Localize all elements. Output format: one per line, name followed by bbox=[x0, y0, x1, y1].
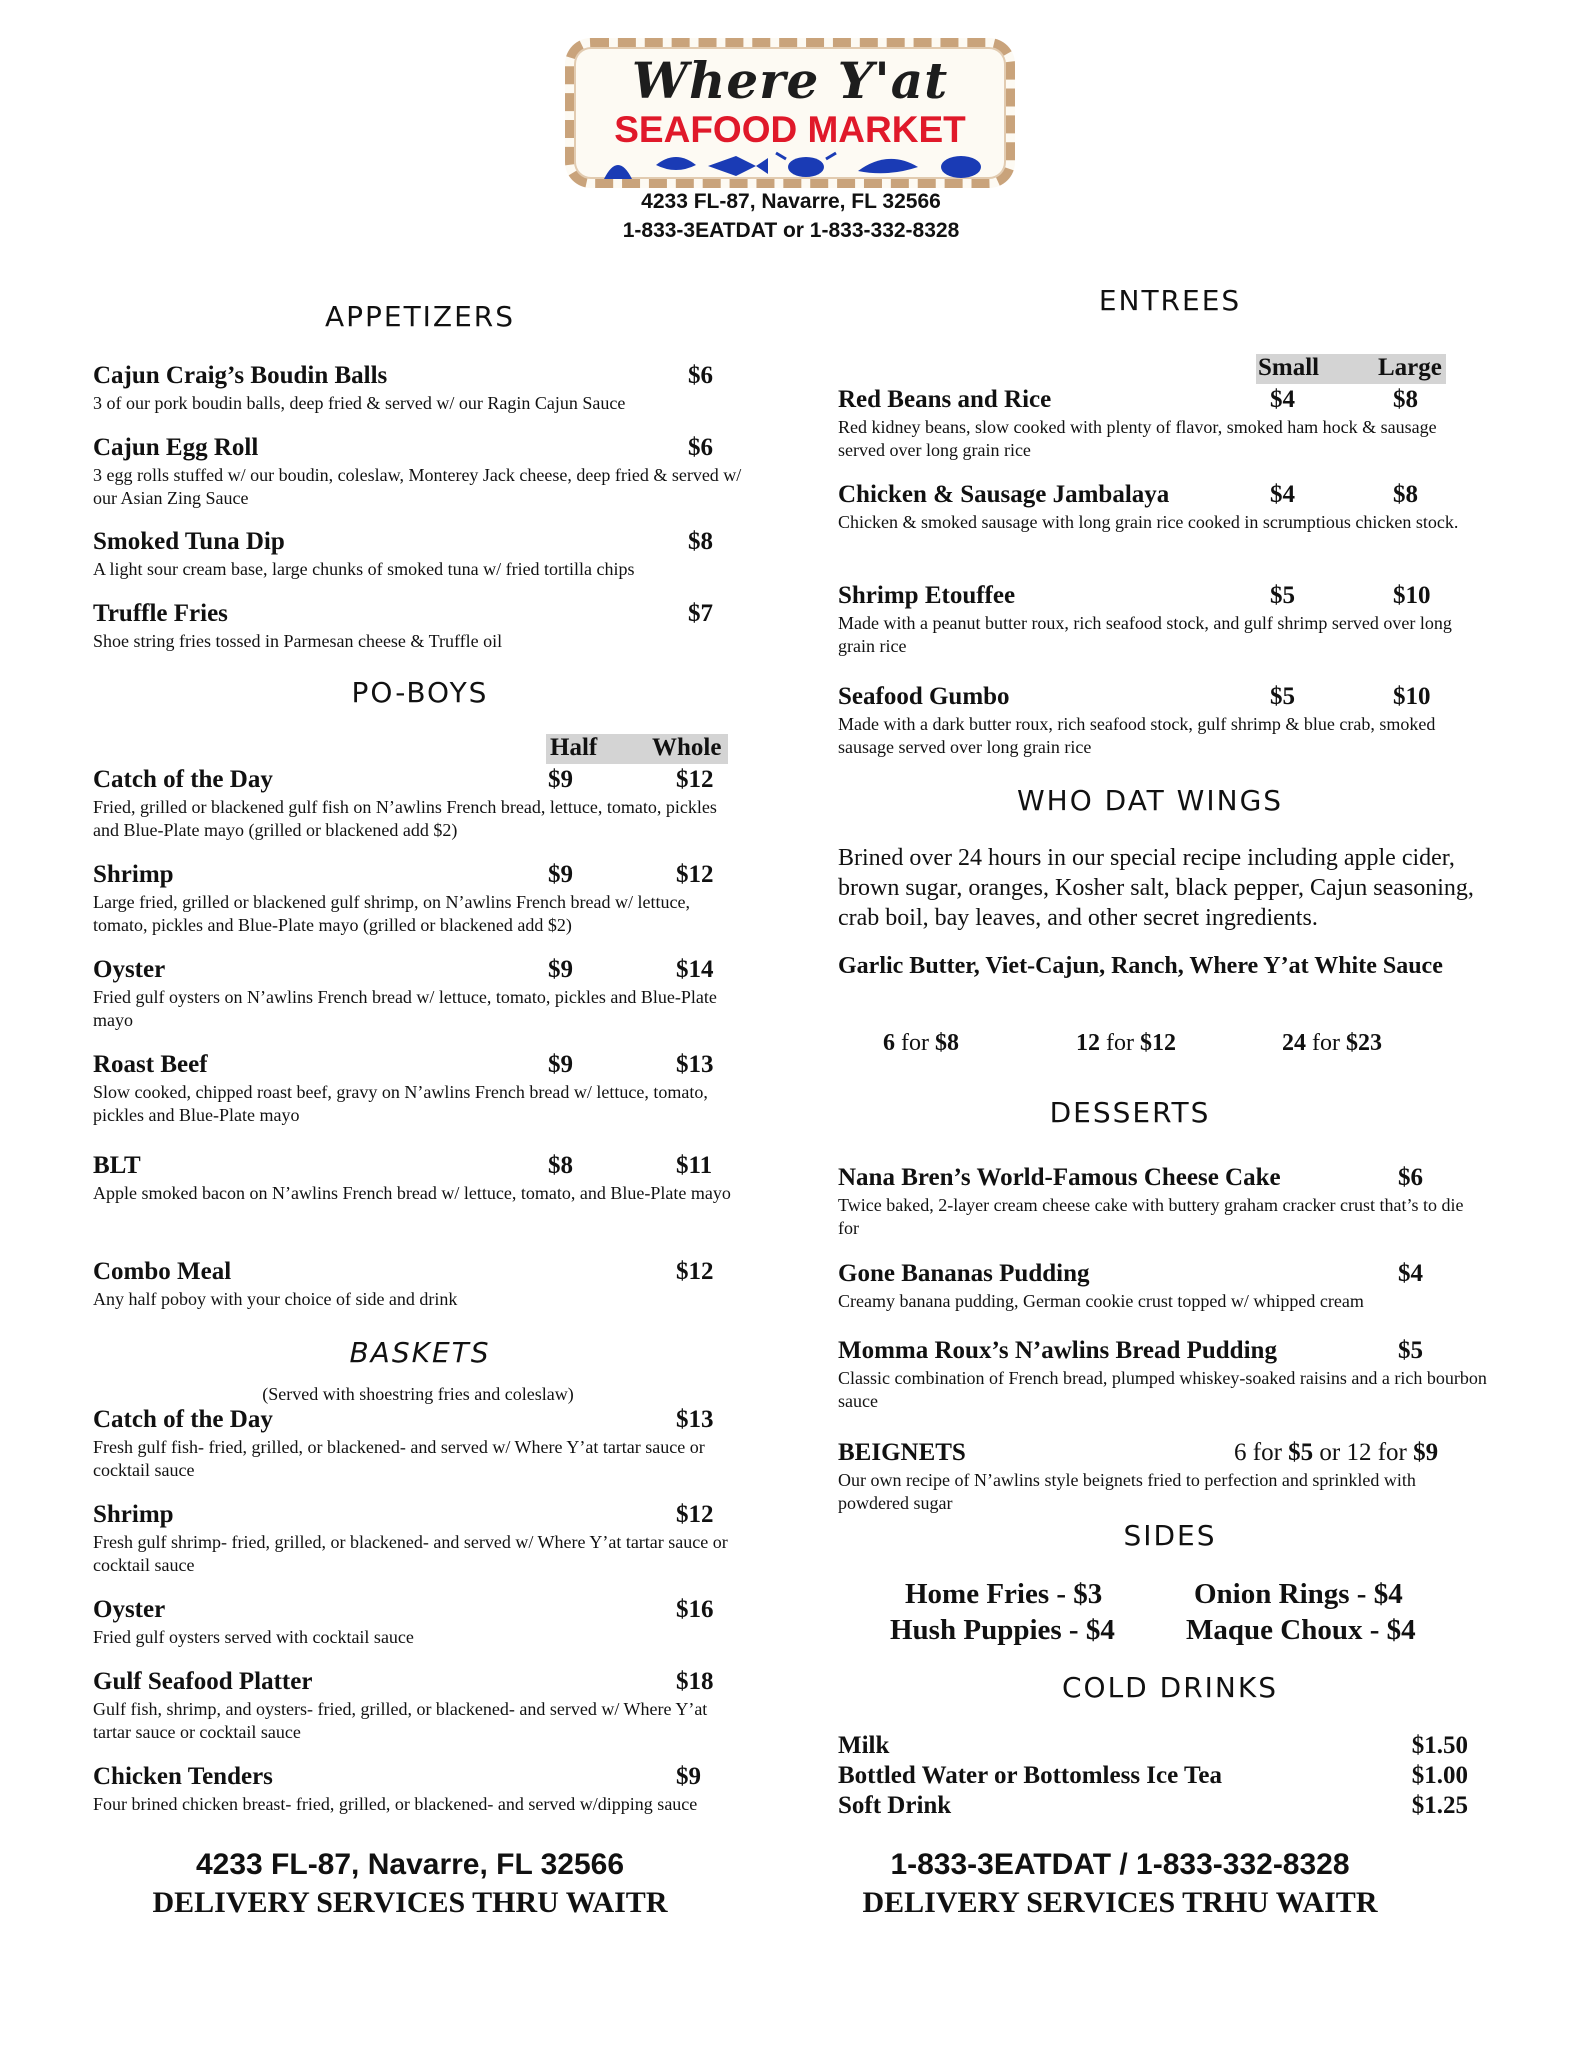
wings-price: $12 bbox=[1139, 1030, 1176, 1056]
item-price-whole: $12 bbox=[676, 861, 714, 888]
col-half: Half bbox=[550, 734, 598, 761]
item-desc: Fresh gulf fish- fried, grilled, or blackened- and served w/ Where Y’at tartar sauce or cocktail sauce bbox=[93, 1437, 705, 1480]
wings-for: for bbox=[901, 1030, 929, 1056]
appetizers-heading: APPETIZERS bbox=[324, 300, 516, 333]
item-price-whole: $13 bbox=[676, 1051, 714, 1078]
item-price: $6 bbox=[1398, 1164, 1423, 1191]
item-name: Shrimp bbox=[93, 861, 174, 888]
wings-qty: 6 bbox=[883, 1030, 895, 1056]
col-whole: Whole bbox=[652, 734, 722, 761]
item-name: Shrimp bbox=[93, 1501, 174, 1528]
item-desc: A light sour cream base, large chunks of smoked tuna w/ fried tortilla chips bbox=[93, 559, 635, 579]
item-name: Catch of the Day bbox=[93, 1406, 273, 1433]
item-desc: 3 egg rolls stuffed w/ our boudin, coleslaw, Monterey Jack cheese, deep fried & served w/ our Asian Zing Sauce bbox=[93, 465, 742, 508]
item-desc: Our own recipe of N’awlins style beignets fried to perfection and sprinkled with powdered sugar bbox=[838, 1470, 1416, 1513]
item-desc: Classic combination of French bread, plumped whiskey-soaked raisins and a rich bourbon sauce bbox=[838, 1368, 1487, 1411]
item-price: $5 bbox=[1398, 1337, 1423, 1364]
wings-for: for bbox=[1106, 1030, 1134, 1056]
item-desc: Apple smoked bacon on N’awlins French bread w/ lettuce, tomato, and Blue-Plate mayo bbox=[93, 1183, 731, 1203]
drink-item bbox=[838, 1732, 1468, 1762]
baskets-heading: BASKETS bbox=[349, 1336, 491, 1369]
beignets-price-part: $9 bbox=[1413, 1439, 1439, 1466]
item-desc: Gulf fish, shrimp, and oysters- fried, grilled, or blackened- and served w/ Where Y’at tartar sauce or cocktail sauce bbox=[93, 1699, 708, 1742]
item-price: $8 bbox=[688, 528, 713, 555]
item-desc: Fried gulf oysters on N’awlins French bread w/ lettuce, tomato, pickles and Blue-Plate mayo bbox=[93, 987, 717, 1030]
item-price: $13 bbox=[676, 1406, 714, 1433]
col-small: Small bbox=[1258, 354, 1320, 381]
desserts-heading: DESSERTS bbox=[1049, 1096, 1211, 1129]
item-price: $16 bbox=[676, 1596, 714, 1623]
item-desc: Twice baked, 2-layer cream cheese cake with buttery graham cracker crust that’s to die for bbox=[838, 1195, 1464, 1238]
item-desc: Made with a peanut butter roux, rich seafood stock, and gulf shrimp served over long grain rice bbox=[838, 613, 1452, 656]
item-price-half: $9 bbox=[548, 956, 573, 983]
item-price-whole: $12 bbox=[676, 1258, 714, 1285]
wings-price: $23 bbox=[1345, 1030, 1382, 1056]
footer-delivery-right: DELIVERY SERVICES TRHU WAITR bbox=[862, 1886, 1378, 1919]
item-price-large: $10 bbox=[1393, 683, 1431, 710]
item-desc: Any half poboy with your choice of side and drink bbox=[93, 1289, 458, 1309]
sides-heading: SIDES bbox=[1123, 1519, 1217, 1552]
item-name: BLT bbox=[93, 1152, 141, 1179]
item-name: Gulf Seafood Platter bbox=[93, 1668, 313, 1695]
item-price-whole: $12 bbox=[676, 766, 714, 793]
beignets-price-part: $5 bbox=[1288, 1439, 1314, 1466]
item-desc: Creamy banana pudding, German cookie crust topped w/ whipped cream bbox=[838, 1291, 1364, 1311]
item-name: Cajun Craig’s Boudin Balls bbox=[93, 362, 388, 389]
entrees-heading: ENTREES bbox=[1098, 284, 1242, 317]
wings-price: $8 bbox=[934, 1030, 959, 1056]
item-name: Catch of the Day bbox=[93, 766, 273, 793]
item-price: $7 bbox=[688, 600, 713, 627]
item-desc: Made with a dark butter roux, rich seafood stock, gulf shrimp & blue crab, smoked sausage served over long grain rice bbox=[838, 714, 1436, 757]
beignets-price-part: 6 for bbox=[1234, 1439, 1282, 1466]
item-price-whole: $11 bbox=[676, 1152, 713, 1179]
item-desc: Four brined chicken breast- fried, grilled, or blackened- and served w/dipping sauce bbox=[93, 1794, 698, 1814]
sea-creatures-icon bbox=[596, 151, 986, 181]
side-item: Home Fries - $3 bbox=[905, 1578, 1103, 1610]
item-name: Truffle Fries bbox=[93, 600, 228, 627]
item-desc: Large fried, grilled or blackened gulf shrimp, on N’awlins French bread w/ lettuce, tomato, pickles and Blue-Plate mayo (grilled or blackened add $2) bbox=[93, 892, 690, 935]
item-price-small: $4 bbox=[1270, 386, 1295, 413]
item-price: $1.25 bbox=[1411, 1792, 1468, 1819]
logo-script-text: Where Y'at bbox=[631, 51, 949, 110]
side-item: Onion Rings - $4 bbox=[1194, 1578, 1403, 1610]
item-price-large: $8 bbox=[1393, 481, 1418, 508]
footer-phone: 1-833-3EATDAT / 1-833-332-8328 bbox=[890, 1848, 1350, 1881]
item-price: $6 bbox=[688, 434, 713, 461]
wings-flavors: Garlic Butter, Viet-Cajun, Ranch, Where Y’at White Sauce bbox=[838, 953, 1443, 979]
item-desc: Fried, grilled or blackened gulf fish on N’awlins French bread, lettuce, tomato, pickles and Blue-Plate mayo (grilled or blackened add $2) bbox=[93, 797, 717, 840]
logo bbox=[565, 38, 1015, 188]
header-phone: 1-833-3EATDAT or 1-833-332-8328 bbox=[622, 219, 960, 242]
item-name: Oyster bbox=[93, 1596, 166, 1623]
item-name: Smoked Tuna Dip bbox=[93, 528, 285, 555]
drink-item bbox=[838, 1792, 1468, 1822]
item-price: $18 bbox=[676, 1668, 714, 1695]
item-price: $1.00 bbox=[1411, 1762, 1468, 1789]
wings-desc: Brined over 24 hours in our special recipe including apple cider, brown sugar, oranges, Kosher salt, black pepper, Cajun seasoning, crab boil, bay leaves, and other secret ingredients. bbox=[838, 845, 1474, 931]
item-price: $4 bbox=[1398, 1260, 1423, 1287]
logo-market-text: SEAFOOD MARKET bbox=[614, 109, 966, 150]
beignets-price-part: or 12 for bbox=[1319, 1439, 1407, 1466]
item-price-large: $10 bbox=[1393, 582, 1431, 609]
beignets-price bbox=[1234, 1439, 1438, 1467]
footer-address: 4233 FL-87, Navarre, FL 32566 bbox=[195, 1848, 625, 1881]
footer-delivery-left: DELIVERY SERVICES THRU WAITR bbox=[152, 1886, 668, 1919]
drinks-heading: COLD DRINKS bbox=[1061, 1671, 1278, 1704]
item-name: Gone Bananas Pudding bbox=[838, 1260, 1090, 1287]
entrees-column-header bbox=[1256, 354, 1446, 384]
wings-qty: 12 bbox=[1076, 1030, 1100, 1056]
poboys-heading: PO-BOYS bbox=[351, 676, 489, 709]
item-name: Nana Bren’s World-Famous Cheese Cake bbox=[838, 1164, 1281, 1191]
item-price-half: $9 bbox=[548, 766, 573, 793]
item-name: Red Beans and Rice bbox=[838, 386, 1052, 413]
item-desc: Fried gulf oysters served with cocktail sauce bbox=[93, 1627, 414, 1647]
item-price: $12 bbox=[676, 1501, 714, 1528]
item-name: Seafood Gumbo bbox=[838, 683, 1010, 710]
item-price-large: $8 bbox=[1393, 386, 1418, 413]
header-address: 4233 FL-87, Navarre, FL 32566 bbox=[641, 190, 941, 213]
item-desc: 3 of our pork boudin balls, deep fried & served w/ our Ragin Cajun Sauce bbox=[93, 393, 626, 413]
side-item: Hush Puppies - $4 bbox=[890, 1614, 1115, 1646]
wings-option bbox=[1076, 1028, 1176, 1058]
poboys-column-header bbox=[546, 734, 728, 764]
item-name: Roast Beef bbox=[93, 1051, 208, 1078]
item-name: Oyster bbox=[93, 956, 166, 983]
wings-heading: WHO DAT WINGS bbox=[1016, 784, 1284, 817]
item-desc: Fresh gulf shrimp- fried, grilled, or blackened- and served w/ Where Y’at tartar sauce or cocktail sauce bbox=[93, 1532, 728, 1575]
item-desc: Red kidney beans, slow cooked with plenty of flavor, smoked ham hock & sausage served over long grain rice bbox=[838, 417, 1437, 460]
item-price-half: $9 bbox=[548, 1051, 573, 1078]
item-price-small: $5 bbox=[1270, 683, 1295, 710]
item-price-half: $8 bbox=[548, 1152, 573, 1179]
item-price: $6 bbox=[688, 362, 713, 389]
wings-option bbox=[1282, 1028, 1382, 1058]
item-desc: Shoe string fries tossed in Parmesan cheese & Truffle oil bbox=[93, 631, 503, 651]
item-price-half: $9 bbox=[548, 861, 573, 888]
item-name: Chicken Tenders bbox=[93, 1763, 273, 1790]
wings-qty: 24 bbox=[1282, 1030, 1306, 1056]
item-name: Shrimp Etouffee bbox=[838, 582, 1016, 609]
wings-option bbox=[883, 1028, 959, 1058]
col-large: Large bbox=[1378, 354, 1442, 381]
wings-for: for bbox=[1312, 1030, 1340, 1056]
item-name: Milk bbox=[838, 1732, 890, 1759]
item-price-small: $4 bbox=[1270, 481, 1295, 508]
item-price-whole: $14 bbox=[676, 956, 714, 983]
item-price: $9 bbox=[676, 1763, 701, 1790]
item-price-small: $5 bbox=[1270, 582, 1295, 609]
item-price: $1.50 bbox=[1411, 1732, 1468, 1759]
item-desc: Slow cooked, chipped roast beef, gravy on N’awlins French bread w/ lettuce, tomato, pickles and Blue-Plate mayo bbox=[93, 1082, 708, 1125]
item-name: Cajun Egg Roll bbox=[93, 434, 259, 461]
item-name: Combo Meal bbox=[93, 1258, 232, 1285]
item-name: Chicken & Sausage Jambalaya bbox=[838, 481, 1170, 508]
item-name: Bottled Water or Bottomless Ice Tea bbox=[838, 1762, 1222, 1789]
item-desc: Chicken & smoked sausage with long grain rice cooked in scrumptious chicken stock. bbox=[838, 512, 1459, 532]
item-name: Momma Roux’s N’awlins Bread Pudding bbox=[838, 1337, 1277, 1364]
baskets-note: (Served with shoestring fries and coleslaw) bbox=[262, 1384, 574, 1404]
side-item: Maque Choux - $4 bbox=[1186, 1614, 1416, 1646]
drink-item bbox=[838, 1762, 1468, 1792]
item-name: Soft Drink bbox=[838, 1792, 952, 1819]
item-name: BEIGNETS bbox=[838, 1439, 966, 1466]
